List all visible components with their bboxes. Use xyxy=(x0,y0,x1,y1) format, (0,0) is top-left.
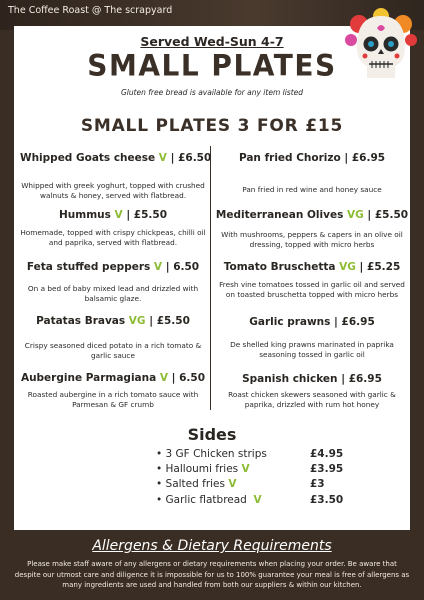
menu-item-description: Crispy seasoned diced potato in a rich tomato & garlic sauce xyxy=(24,341,202,360)
side-price: £3.50 xyxy=(310,494,344,506)
side-price: £4.95 xyxy=(310,448,344,460)
menu-item-description: Whipped with greek yoghurt, topped with crushed walnuts & honey, served with flatbread. xyxy=(21,181,205,200)
menu-item-description: Roasted aubergine in a rich tomato sauce with Parmesan & GF crumb xyxy=(27,390,199,409)
menu-item-description: With mushrooms, peppers & capers in an olive oil dressing, topped with micro herbs xyxy=(221,230,403,249)
menu-item-mediterranean-olives: Mediterranean Olives VG | £5.50 xyxy=(215,209,409,221)
menu-item-feta-stuffed-peppers: Feta stuffed peppers V | 6.50 xyxy=(26,261,200,273)
menu-item-description: Roast chicken skewers seasoned with garlic & paprika, drizzled with rum hot honey xyxy=(228,390,396,409)
sides-title: Sides xyxy=(187,425,237,444)
gluten-free-note: Gluten free bread is available for any item listed xyxy=(120,88,304,97)
menu-item-description: On a bed of baby mixed lead and drizzled with balsamic glaze. xyxy=(27,284,199,303)
menu-item-description: Pan fried in red wine and honey sauce xyxy=(242,185,382,194)
menu-item-pan-fried-chorizo: Pan fried Chorizo | £6.95 xyxy=(238,152,386,164)
venue-name: The Coffee Roast @ The scrapyard xyxy=(8,5,173,16)
allergens-text: Please make staff aware of any allergens or dietary requirements when placing your order. Be aware that despite our utmost care and diligence it is impossible for us to 100% guarantee your meal is free of allergens as many ingredients are used and handled from both our suppliers & within our kitchen. xyxy=(14,560,410,589)
column-divider xyxy=(210,146,211,410)
menu-item-description: Homemade, topped with crispy chickpeas, chilli oil and paprika, served with flatbread. xyxy=(20,228,206,247)
menu-item-tomato-bruschetta: Tomato Bruschetta VG | £5.25 xyxy=(223,261,401,273)
menu-item-description: De shelled king prawns marinated in paprika seasoning tossed in garlic oil xyxy=(230,340,394,359)
menu-item-whipped-goats-cheese: Whipped Goats cheese V | £6.50 xyxy=(20,152,212,164)
menu-item-aubergine-parmagiana: Aubergine Parmagiana V | 6.50 xyxy=(20,372,206,384)
allergens-title: Allergens & Dietary Requirements xyxy=(92,538,332,554)
menu-item-spanish-chicken: Spanish chicken | £6.95 xyxy=(242,373,382,385)
side-item-halloumi-fries: • Halloumi fries V xyxy=(156,463,250,475)
side-price: £3.95 xyxy=(310,463,344,475)
page-title: SMALL PLATES xyxy=(87,48,337,83)
side-price: £3 xyxy=(310,478,325,490)
side-item-garlic-flatbread: • Garlic flatbread V xyxy=(156,494,262,506)
menu-item-description: Fresh vine tomatoes tossed in garlic oil and served on toasted bruschetta topped with micro herbs xyxy=(219,280,405,299)
offer-title: SMALL PLATES 3 FOR £15 xyxy=(80,116,344,136)
side-item-chicken-strips: • 3 GF Chicken strips xyxy=(156,448,267,460)
menu-item-hummus: Hummus V | £5.50 xyxy=(58,209,168,221)
side-item-salted-fries: • Salted fries V xyxy=(156,478,237,490)
menu-item-garlic-prawns: Garlic prawns | £6.95 xyxy=(249,316,375,328)
served-days: Served Wed-Sun 4-7 xyxy=(140,34,284,49)
menu-item-patatas-bravas: Patatas Bravas VG | £5.50 xyxy=(36,315,190,327)
